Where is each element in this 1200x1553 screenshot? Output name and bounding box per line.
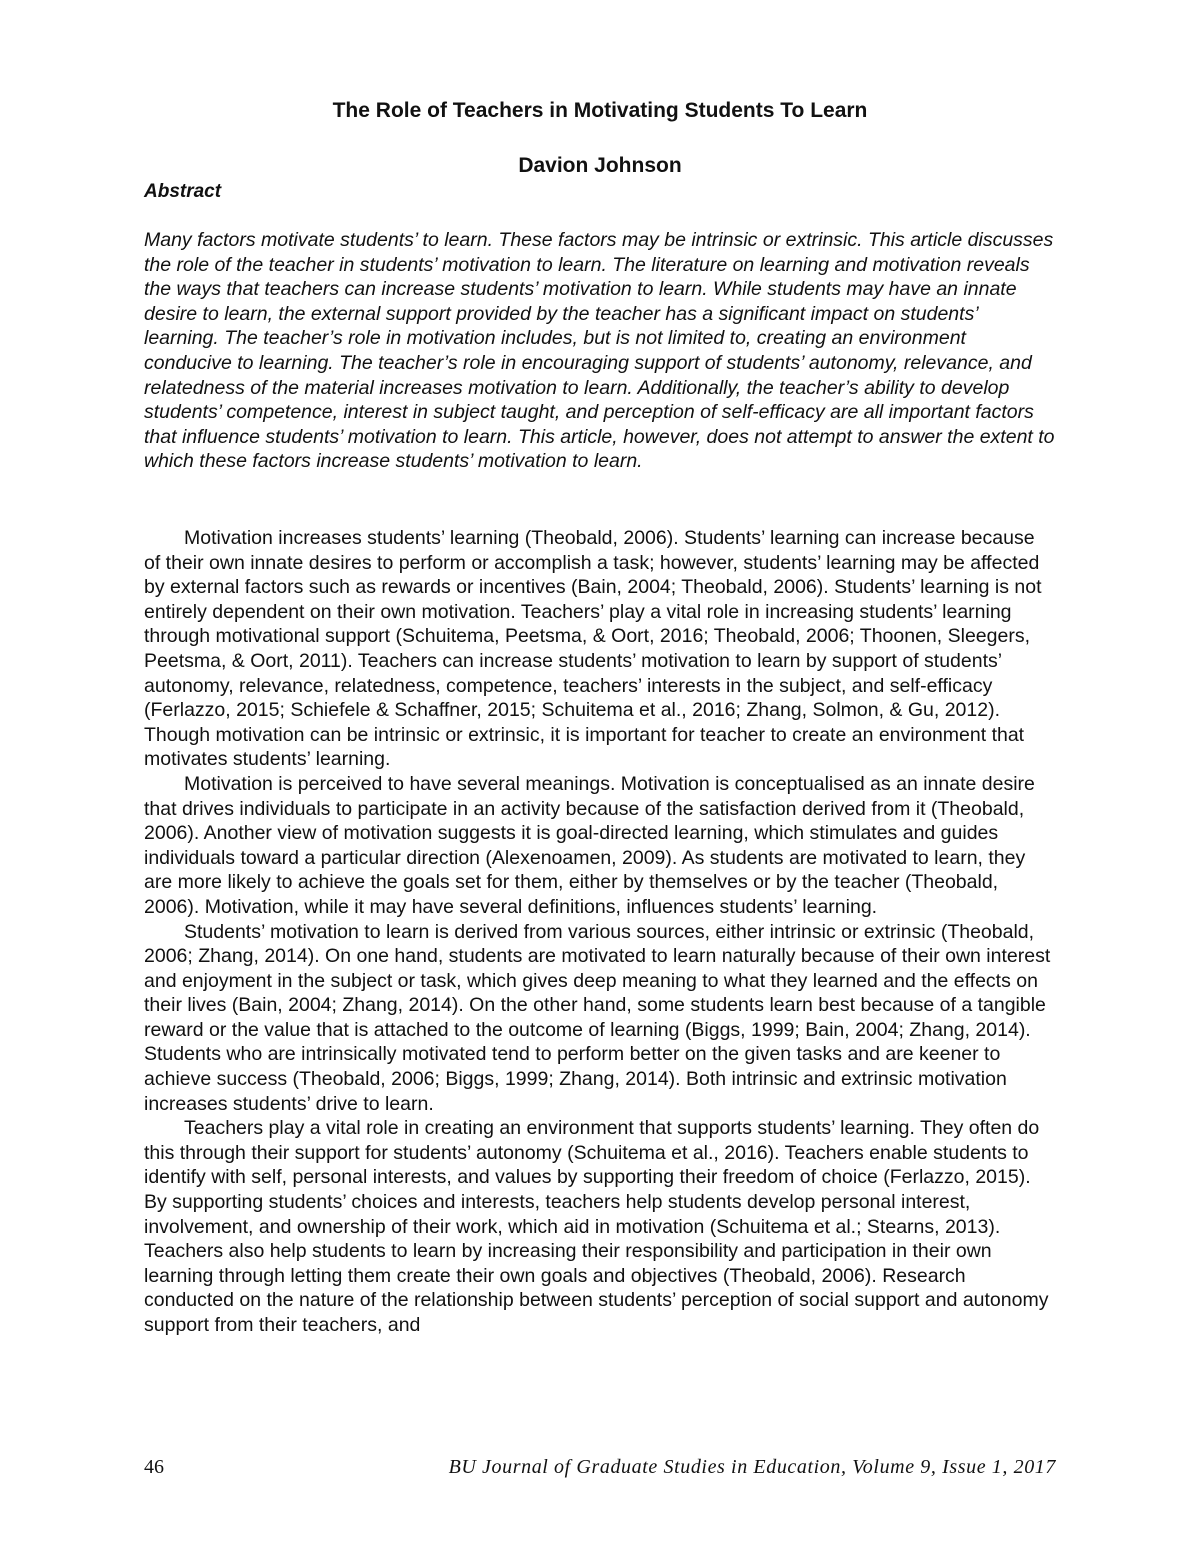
page-footer <box>144 1453 1056 1483</box>
document-title: The Role of Teachers in Motivating Students To Learn <box>332 99 868 122</box>
abstract-heading: Abstract <box>144 181 222 202</box>
body-text <box>144 526 1056 1338</box>
journal-citation: BU Journal of Graduate Studies in Education, Volume 9, Issue 1, 2017 <box>448 1456 1056 1478</box>
abstract-text: Many factors motivate students’ to learn. These factors may be intrinsic or extrinsic. This article discusses the role of the teacher in students’ motivation to learn. The literature on learning and motivation reveals the ways that teachers can increase students’ motivation to learn. While students may have an innate desire to learn, the external support provided by the teacher has a significant impact on students’ learning. The teacher’s role in motivation includes, but is not limited to, creating an environment conducive to learning. The teacher’s role in encouraging support of students’ autonomy, relevance, and relatedness of the material increases motivation to learn. Additionally, the teacher’s ability to develop students’ competence, interest in subject taught, and perception of self-efficacy are all important factors that influence students’ motivation to learn. This article, however, does not attempt to answer the extent to which these factors increase students’ motivation to learn. <box>144 229 1055 473</box>
author-name: Davion Johnson <box>518 154 682 177</box>
body-paragraph: Teachers play a vital role in creating an environment that supports students’ learning. They often do this through their support for students’ autonomy (Schuitema et al., 2016). Teachers enable students to identify with self, personal interests, and values by supporting their freedom of choice (Ferlazzo, 2015). By supporting students’ choices and interests, teachers help students develop personal interest, involvement, and ownership of their work, which aid in motivation (Schuitema et al.; Stearns, 2013). Teachers also help students to learn by increasing their responsibility and participation in their own learning through letting them create their own goals and objectives (Theobald, 2006). Research conducted on the nature of the relationship between students’ perception of social support and autonomy support from their teachers, and <box>144 1117 1049 1336</box>
body-paragraph: Motivation increases students’ learning (Theobald, 2006). Students’ learning can increase because of their own innate desires to perform or accomplish a task; however, students’ learning may be affected by external factors such as rewards or incentives (Bain, 2004; Theobald, 2006). Students’ learning is not entirely dependent on their own motivation. Teachers’ play a vital role in increasing students’ learning through motivational support (Schuitema, Peetsma, & Oort, 2016; Theobald, 2006; Thoonen, Sleegers, Peetsma, & Oort, 2011). Teachers can increase students’ motivation to learn by support of students’ autonomy, relevance, relatedness, competence, teachers’ interests in the subject, and self-efficacy (Ferlazzo, 2015; Schiefele & Schaffner, 2015; Schuitema et al., 2016; Zhang, Solmon, & Gu, 2012). Though motivation can be intrinsic or extrinsic, it is important for teacher to create an environment that motivates students’ learning. <box>144 527 1042 771</box>
page-number: 46 <box>144 1456 164 1478</box>
body-paragraph: Motivation is perceived to have several meanings. Motivation is conceptualised as an innate desire that drives individuals to participate in an activity because of the satisfaction derived from it (Theobald, 2006). Another view of motivation suggests it is goal-directed learning, which stimulates and guides individuals toward a particular direction (Alexenoamen, 2009). As students are motivated to learn, they are more likely to achieve the goals set for them, either by themselves or by the teacher (Theobald, 2006). Motivation, while it may have several definitions, influences students’ learning. <box>144 772 1035 918</box>
body-paragraph: Students’ motivation to learn is derived from various sources, either intrinsic or extrinsic (Theobald, 2006; Zhang, 2014). On one hand, students are motivated to learn naturally because of their own interest and enjoyment in the subject or task, which gives deep meaning to what they learned and the effects on their lives (Bain, 2004; Zhang, 2014). On the other hand, some students learn best because of a tangible reward or the value that is attached to the outcome of learning (Biggs, 1999; Bain, 2004; Zhang, 2014). Students who are intrinsically motivated tend to perform better on the given tasks and are keener to achieve success (Theobald, 2006; Biggs, 1999; Zhang, 2014). Both intrinsic and extrinsic motivation increases students’ drive to learn. <box>144 920 1051 1115</box>
